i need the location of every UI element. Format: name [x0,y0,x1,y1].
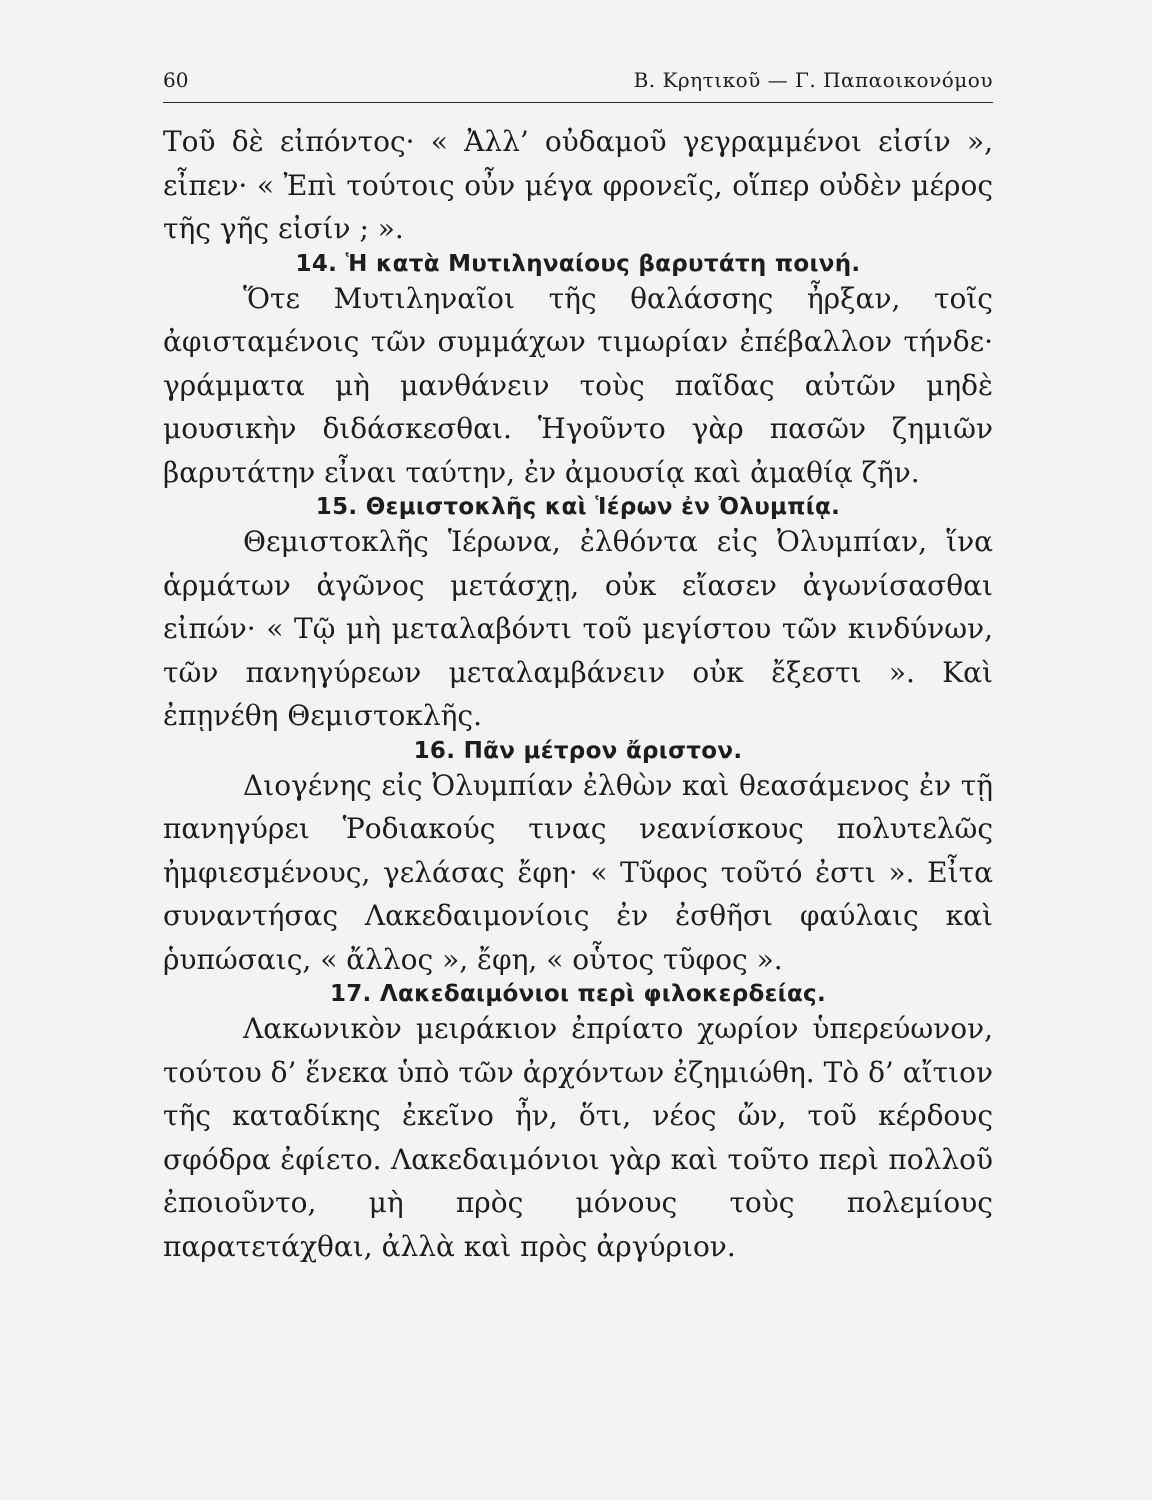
section-heading-16: 16. Πᾶν μέτρον ἄριστον. [413,737,743,764]
section-text-17: Λακωνικὸν μειράκιον ἐπρίατο χωρίον ὑπερεύωνον, τούτου δ’ ἕνεκα ὑπὸ τῶν ἀρχόντων ἐζημιώθη. Τὸ δ’ αἴτιον τῆς καταδίκης ἐκεῖνο ἦν, ὅτι, νέος ὤν, τοῦ κέρδους σφόδρα ἐφίετο. Λακεδαιμόνιοι γὰρ καὶ τοῦτο περὶ πολλοῦ ἐποιοῦντο, μὴ πρὸς μόνους τοὺς πολεμίους παρατετάχθαι, ἀλλὰ καὶ πρὸς ἀργύριον. [163,1012,993,1263]
page-header [163,66,993,103]
section-text-14: Ὅτε Μυτιληναῖοι τῆς θαλάσσης ἦρξαν, τοῖς ἀφισταμένοις τῶν συμμάχων τιμωρίαν ἐπέβαλλον τήνδε· γράμματα μὴ μανθάνειν τοὺς παῖδας αὐτῶν μηδὲ μουσικὴν διδάσκεσθαι. Ἡγοῦντο γὰρ πασῶν ζημιῶν βαρυτάτην εἶναι ταύτην, ἐν ἀμουσίᾳ καὶ ἀμαθίᾳ ζῆν. [163,281,993,489]
section-heading-17: 17. Λακεδαιμόνιοι περὶ φιλοκερδείας. [329,981,827,1007]
section-heading-14: 14. Ἡ κατὰ Μυτιληναίους βαρυτάτη ποινή. [295,250,861,277]
intro-paragraph: Τοῦ δὲ εἰπόντος· « Ἀλλ’ οὐδαμοῦ γεγραμμένοι εἰσίν », εἶπεν· « Ἐπὶ τούτοις οὖν μέγα φρονεῖς, οἵπερ οὐδὲν μέρος τῆς γῆς εἰσίν ; ». [163,125,993,245]
section-text-16: Διογένης εἰς Ὀλυμπίαν ἐλθὼν καὶ θεασάμενος ἐν τῇ πανηγύρει Ῥοδιακούς τινας νεανίσκους πολυτελῶς ἠμφιεσμένους, γελάσας ἔφη· « Τῦφος τοῦτό ἐστι ». Εἶτα συναντήσας Λακεδαιμονίοις ἐν ἐσθῆσι φαύλαις καὶ ῥυπώσαις, « ἄλλος », ἔφη, « οὗτος τῦφος ». [163,768,993,976]
section-heading-15: 15. Θεμιστοκλῆς καὶ Ἱέρων ἐν Ὀλυμπίᾳ. [315,494,841,520]
section-text-15: Θεμιστοκλῆς Ἱέρωνα, ἐλθόντα εἰς Ὀλυμπίαν, ἵνα ἁρμάτων ἀγῶνος μετάσχῃ, οὐκ εἴασεν ἀγωνίσασθαι εἰπών· « Τῷ μὴ μεταλαβόντι τοῦ μεγίστου τῶν κινδύνων, τῶν πανηγύρεων μεταλαμβάνειν οὐκ ἔξεστι ». Καὶ ἐπῃνέθη Θεμιστοκλῆς. [163,525,993,732]
running-head: Β. Κρητικοῦ — Γ. Παπαοικονόμου [633,68,993,92]
page-number: 60 [163,68,189,92]
page-body [163,120,993,1268]
